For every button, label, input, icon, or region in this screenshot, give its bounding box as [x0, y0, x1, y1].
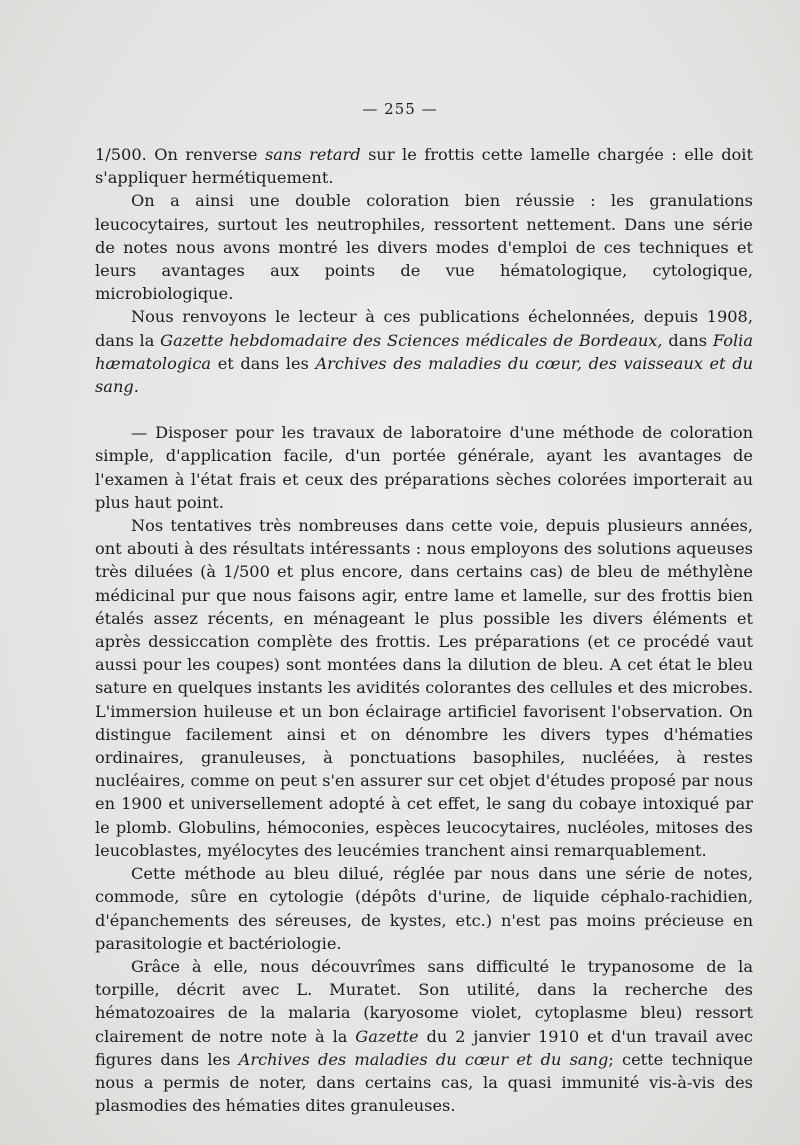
- text-run: Cette méthode au bleu dilué, réglée par nous dans une série de notes, commode, sûre en cytologie (dépôts d'urine, de liquide céphalo-rachidien, d'épanchements des séreuses, de kystes, etc.) n'est pas moins précieuse en parasitologie et bactériologie.: [95, 864, 753, 953]
- text-run: Grâce à elle, nous découvrîmes sans difficulté le trypanosome de la torpille, décrit avec L. Muratet. Son utilité, dans la recherche des hématozoaires de la malaria (karyosome violet, cytoplasme bleu) ressort clairement de notre note à la: [95, 956, 753, 1046]
- paragraph-publications: [95, 305, 753, 398]
- italic-text-run: Archives des maladies du cœur, des vaisseaux et du sang.: [95, 353, 753, 397]
- text-run: 1/500. On renverse: [95, 145, 265, 164]
- text-run: On a ainsi une double coloration bien réussie : les granulations leucocytaires, surtout les neutrophiles, ressortent nettement. Dans une série de notes nous avons montré les divers modes d'emploi de ces techniques et leurs avantages aux points de vue hématologique, cytologique, microbiologique.: [95, 191, 753, 304]
- text-run: Nos tentatives très nombreuses dans cette voie, depuis plusieurs années, ont abouti à des résultats intéressants : nous employons des solutions aqueuses très diluées (à 1/500 et plus encore, dans certains cas) de bleu de méthylène médicinal pur que nous faisons agir, entre lame et lamelle, sur des frottis bien étalés assez récents, en ménageant le plus possible les divers éléments et après dessiccation complète des frottis. Les préparations (et ce procédé vaut aussi pour les coupes) sont montées dans la dilution de bleu. A cet état le bleu sature en quelques instants les avidités colorantes des cellules et des microbes. L'immersion huileuse et un bon éclairage artificiel favorisent l'observation. On distingue facilement ainsi et on dénombre les divers types d'hématies ordinaires, granuleuses, à ponctuations basophiles, nucléées, à restes nucléaires, comme on peut s'en assurer sur cet objet d'études proposé par nous en 1900 et universellement adopté à cet effet, le sang du cobaye intoxiqué par le plomb. Globulins, hémoconies, espèces leucocytaires, nucléoles, mitoses des leucoblastes, myélocytes des leucémies tranchent ainsi remarquablement.: [95, 516, 753, 860]
- text-run: — Disposer pour les travaux de laboratoire d'une méthode de coloration simple, d'application facile, d'un portée générale, ayant les avantages de l'examen à l'état frais et ceux des préparations sèches colorées importerait au plus haut point.: [95, 423, 753, 512]
- paragraph-continuation: [95, 143, 753, 189]
- italic-text-run: Gazette hebdomadaire des Sciences médicales de Bordeaux,: [160, 330, 663, 350]
- text-run: et dans les: [211, 353, 316, 373]
- paragraph-double-coloration: [95, 189, 753, 305]
- text-run: ; cette technique nous a permis de noter, dans certains cas, la quasi immunité vis-à-vis des plasmodies des hématies dites granuleuses.: [95, 1049, 753, 1116]
- paragraph-blue-method: [95, 862, 753, 955]
- italic-text-run: Gazette: [355, 1026, 419, 1046]
- page-number: — 255 —: [362, 100, 438, 118]
- paragraph-method-intro: [95, 421, 753, 514]
- body-text: [95, 143, 753, 1117]
- italic-text-run: Folia hæmatologica: [95, 330, 753, 373]
- italic-text-run: sans retard: [264, 145, 361, 164]
- text-run: sur le frottis cette lamelle chargée : elle doit s'appliquer hermétiquement.: [95, 145, 753, 188]
- text-run: Nous renvoyons le lecteur à ces publications échelonnées, depuis 1908, dans la: [95, 307, 753, 350]
- text-run: dans: [662, 330, 713, 350]
- italic-text-run: Archives des maladies du cœur et du sang: [238, 1049, 609, 1069]
- text-run: du 2 janvier 1910 et d'un travail avec figures dans les: [95, 1026, 753, 1069]
- paragraph-attempts: [95, 514, 753, 862]
- paragraph-trypanosome: [95, 955, 753, 1117]
